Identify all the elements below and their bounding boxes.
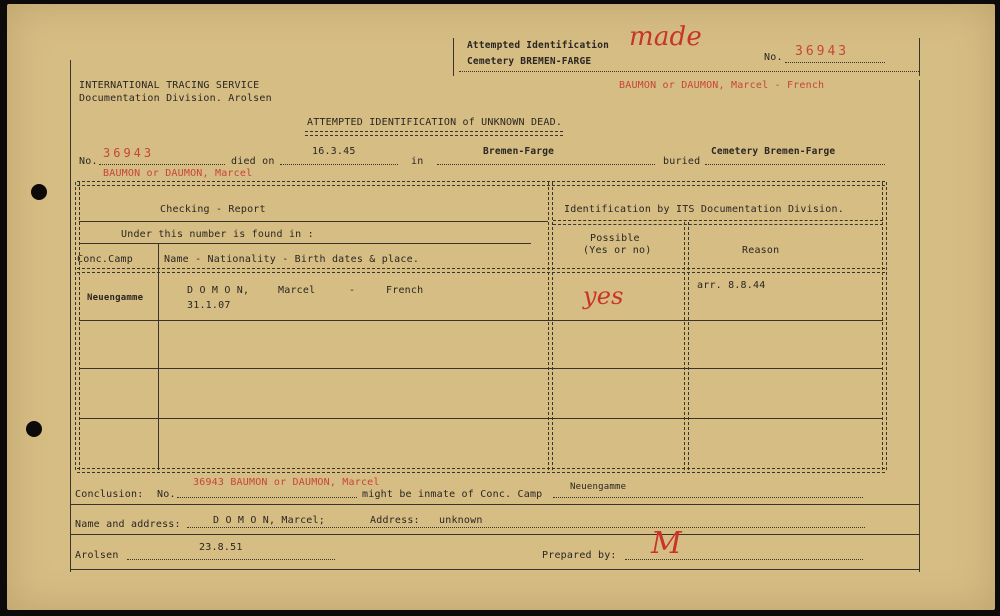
death-no-label: No. <box>79 156 98 167</box>
address-label: Address: <box>370 515 420 526</box>
card-border-bottom <box>70 569 920 570</box>
footer-date-dots <box>127 559 335 560</box>
header-rule-left <box>79 221 548 222</box>
conclusion-rule <box>70 504 920 505</box>
record-no-label: No. <box>764 52 783 63</box>
issuer-line-1: INTERNATIONAL TRACING SERVICE <box>79 80 260 91</box>
found-in-rule <box>79 243 531 244</box>
died-on-dots <box>280 164 398 165</box>
conclusion-camp: Neuengamme <box>570 482 627 492</box>
stamp-border-right <box>919 38 920 76</box>
table-main-divider <box>548 182 553 470</box>
buried-label: buried <box>663 156 701 167</box>
possible-header-1: Possible <box>590 233 640 244</box>
col-name-header: Name - Nationality - Birth dates & place. <box>164 254 420 265</box>
col-camp-header: Conc.Camp <box>77 254 133 265</box>
row1-rule <box>79 320 883 321</box>
record-no-value: 36943 <box>795 44 850 59</box>
title-underline <box>305 131 563 136</box>
name-address-rule <box>70 534 920 535</box>
row3-rule <box>79 418 883 419</box>
subject-heading: BAUMON or DAUMON, Marcel - French <box>619 80 825 91</box>
conclusion-camp-dots <box>553 497 863 498</box>
signature: M <box>651 526 682 561</box>
form-title: ATTEMPTED IDENTIFICATION of UNKNOWN DEAD. <box>307 117 563 128</box>
in-value: Bremen-Farge <box>483 146 555 157</box>
stamp-border-left <box>453 38 454 76</box>
name-address-label: Name and address: <box>75 519 181 530</box>
header-rule-right <box>553 220 883 225</box>
conclusion-might-be: might be inmate of Conc. Camp <box>362 489 543 500</box>
row1-possible: yes <box>583 282 624 310</box>
index-card <box>7 4 995 610</box>
table-possible-divider <box>684 222 689 470</box>
address-value: unknown <box>439 515 483 526</box>
died-on-value: 16.3.45 <box>312 146 356 157</box>
table-top-border <box>77 181 885 186</box>
row1-birth: 31.1.07 <box>187 300 231 311</box>
conclusion-dots <box>177 497 357 498</box>
punch-hole-top <box>31 184 47 200</box>
possible-header-2: (Yes or no) <box>583 245 652 256</box>
in-dots <box>437 164 655 165</box>
stamp-dots <box>459 71 919 72</box>
card-border-left <box>70 60 71 572</box>
name-address-name: D O M O N, Marcel; <box>213 515 325 526</box>
stamp-line-2: Cemetery BREMEN-FARGE <box>467 56 592 67</box>
died-on-label: died on <box>231 156 275 167</box>
conclusion-label: Conclusion: <box>75 489 144 500</box>
name-address-dots <box>187 527 865 528</box>
record-no-dots <box>785 62 885 63</box>
footer-date: 23.8.51 <box>199 542 243 553</box>
issuer-line-2: Documentation Division. Arolsen <box>79 93 272 104</box>
conclusion-value: 36943 BAUMON or DAUMON, Marcel <box>193 477 380 488</box>
death-name-below: BAUMON or DAUMON, Marcel <box>103 168 253 179</box>
identification-header: Identification by ITS Documentation Division. <box>564 204 844 215</box>
row2-rule <box>79 368 883 369</box>
punch-hole-bottom <box>26 421 42 437</box>
reason-header: Reason <box>742 245 780 256</box>
table-right-border <box>882 182 887 470</box>
found-in-label: Under this number is found in : <box>121 229 314 240</box>
checking-report-header: Checking - Report <box>160 204 266 215</box>
stamp-handwritten: made <box>629 22 702 52</box>
table-camp-divider <box>158 244 159 470</box>
row1-first: Marcel <box>278 285 316 296</box>
table-left-border <box>75 182 80 470</box>
death-no-dots <box>99 164 225 165</box>
row1-camp: Neuengamme <box>87 293 144 303</box>
stamp-line-1: Attempted Identification <box>467 40 610 51</box>
col-header-rule <box>77 268 885 273</box>
table-bottom-border <box>77 468 885 473</box>
footer-place: Arolsen <box>75 550 119 561</box>
row1-reason: arr. 8.8.44 <box>697 280 766 291</box>
card-border-right <box>919 80 920 572</box>
row1-dash: - <box>349 285 356 296</box>
conclusion-no-label: No. <box>157 489 176 500</box>
buried-dots <box>705 164 885 165</box>
buried-value: Cemetery Bremen-Farge <box>711 146 836 157</box>
death-no-value: 36943 <box>103 146 155 160</box>
row1-nationality: French <box>386 285 424 296</box>
prepared-by-label: Prepared by: <box>542 550 617 561</box>
row1-name: D O M O N, <box>187 285 250 296</box>
in-label: in <box>411 156 424 167</box>
